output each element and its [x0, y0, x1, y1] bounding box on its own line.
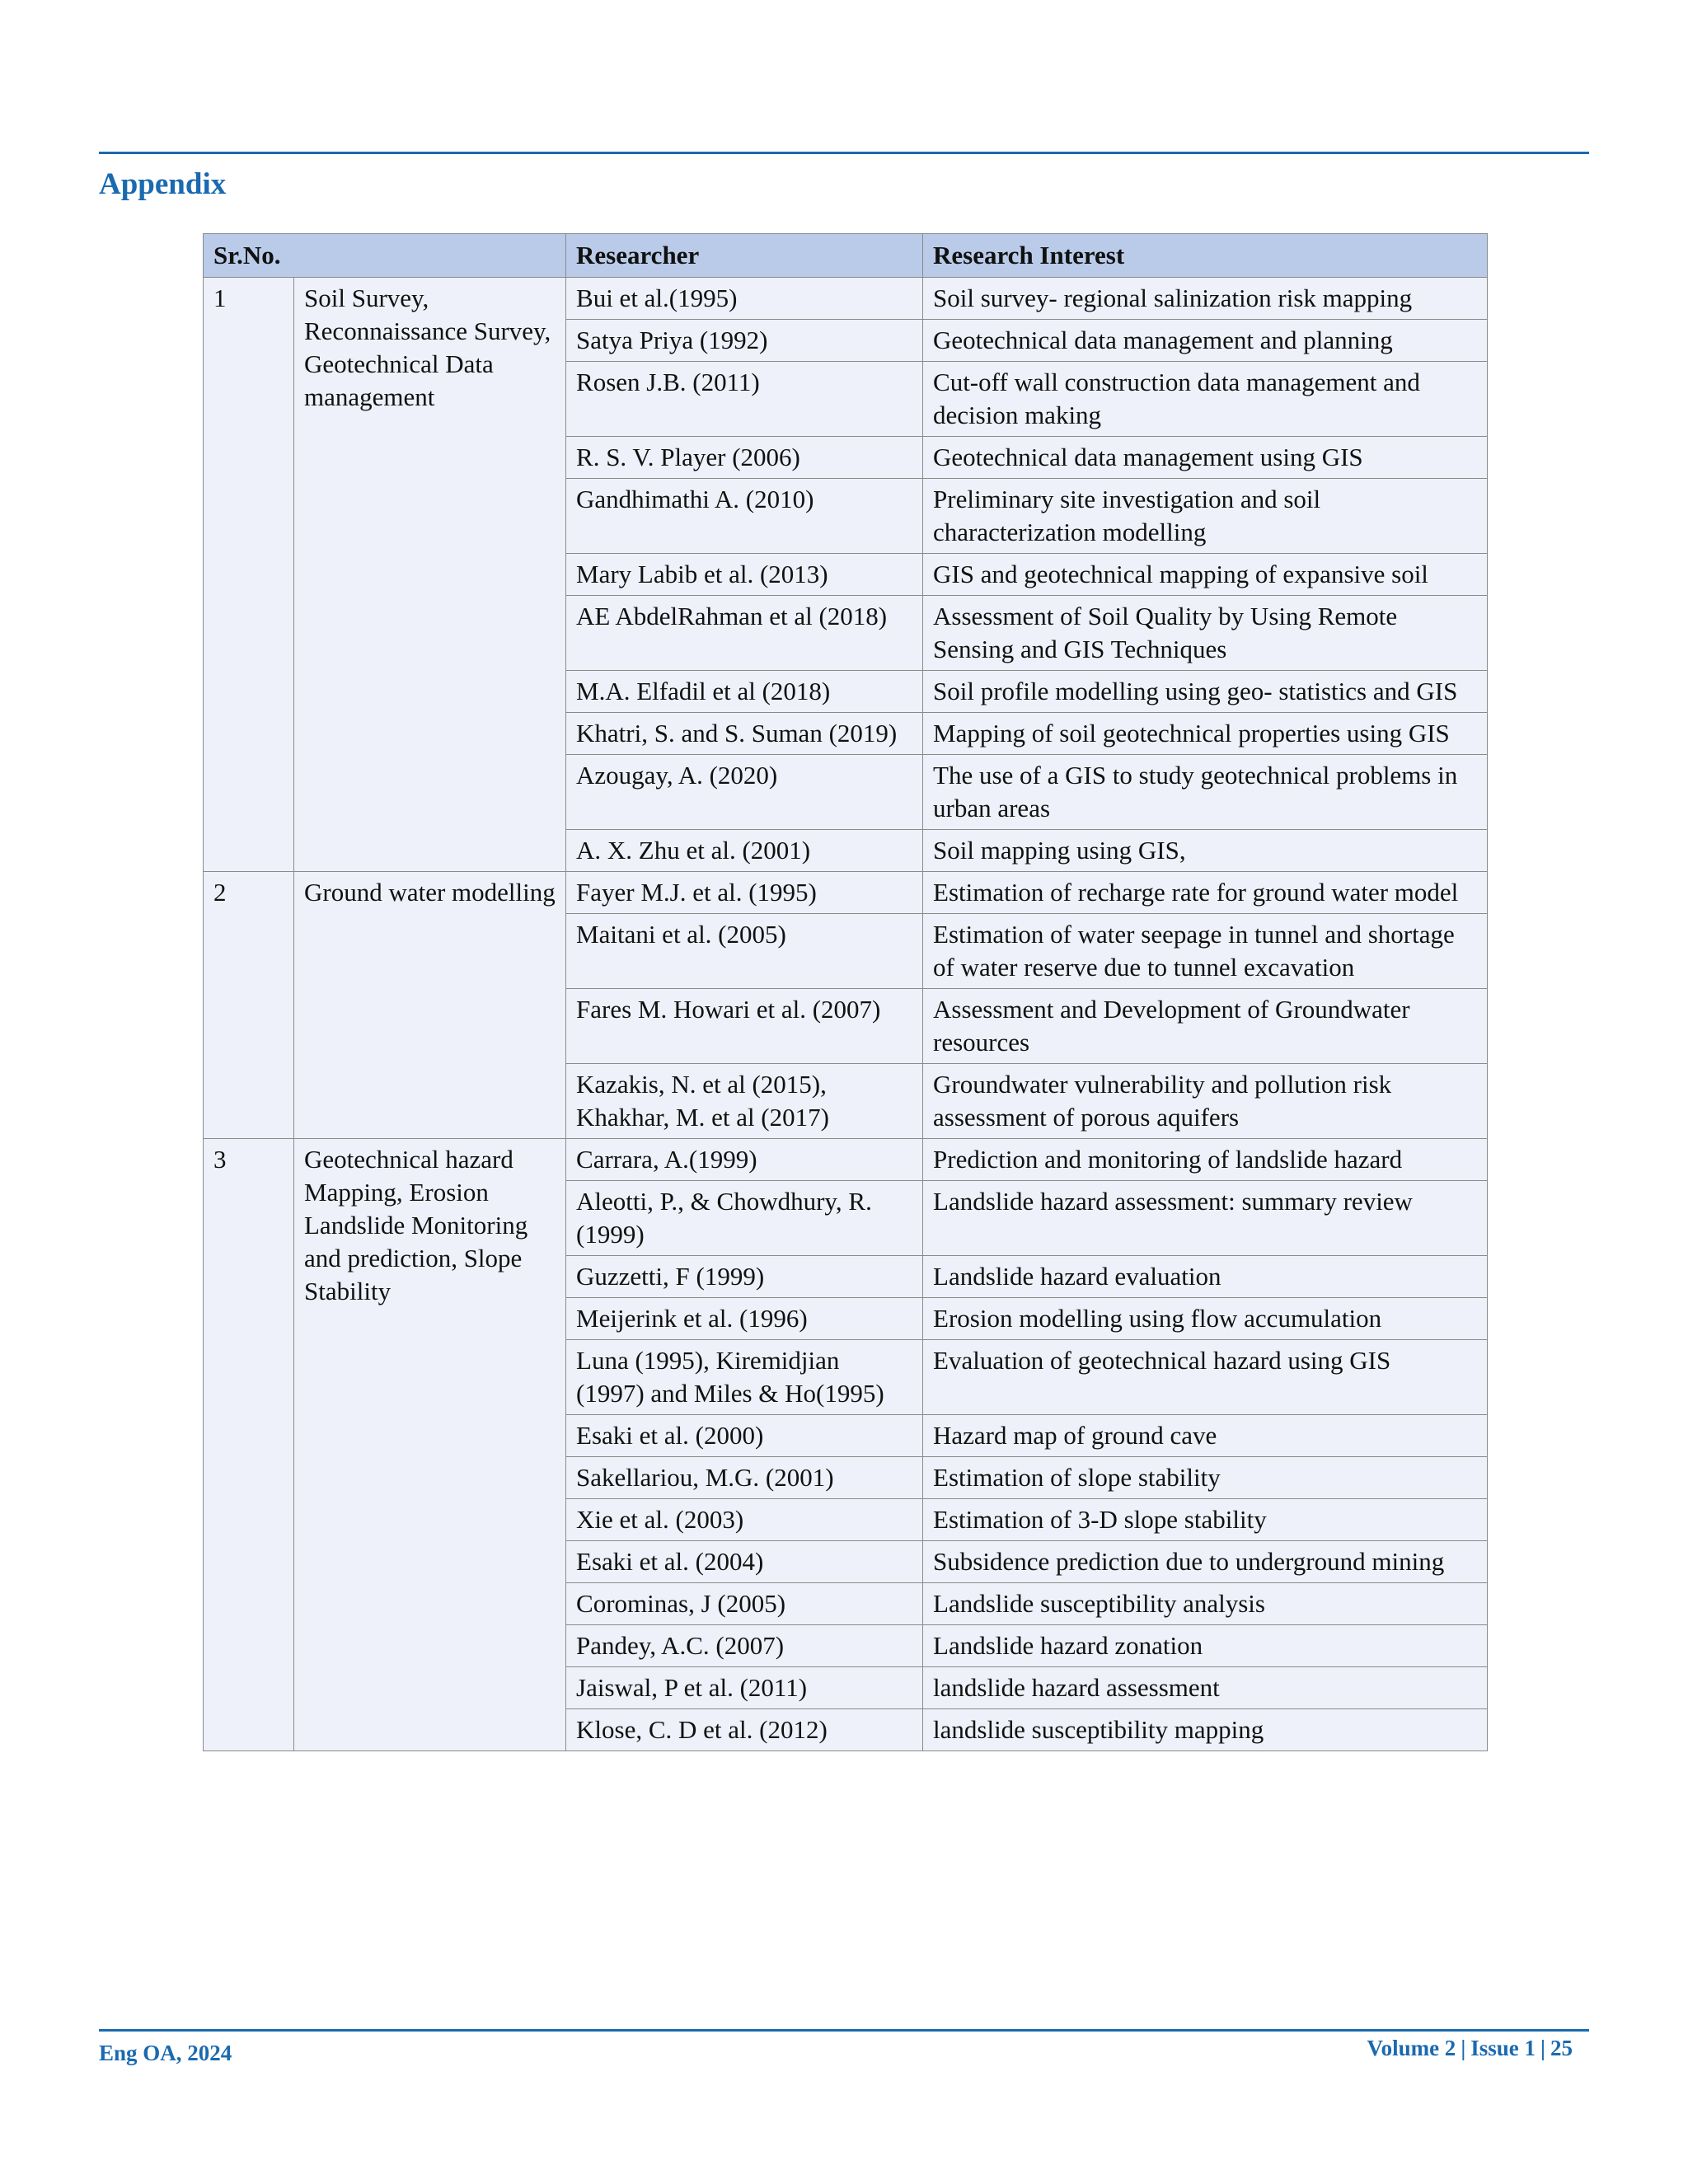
research-interest-cell: Soil profile modelling using geo- statistics and GIS — [923, 671, 1488, 713]
header-rule — [99, 152, 1589, 154]
table-row — [204, 872, 1488, 914]
researcher-cell: Esaki et al. (2000) — [566, 1415, 923, 1457]
footer-separator: | — [1540, 2036, 1545, 2060]
researcher-cell: Bui et al.(1995) — [566, 278, 923, 320]
researcher-cell: Esaki et al. (2004) — [566, 1541, 923, 1583]
topic-cell: Soil Survey, Reconnaissance Survey, Geotechnical Data management — [294, 278, 566, 872]
research-interest-cell: Evaluation of geotechnical hazard using GIS — [923, 1340, 1488, 1415]
research-interest-cell: GIS and geotechnical mapping of expansive soil — [923, 554, 1488, 596]
researcher-cell: Meijerink et al. (1996) — [566, 1298, 923, 1340]
researcher-cell: Fayer M.J. et al. (1995) — [566, 872, 923, 914]
researcher-cell: Khatri, S. and S. Suman (2019) — [566, 713, 923, 755]
research-interest-cell: Cut-off wall construction data management and decision making — [923, 362, 1488, 437]
serial-number-cell: 3 — [204, 1139, 294, 1751]
header-researcher: Researcher — [566, 234, 923, 278]
research-interest-cell: Landslide susceptibility analysis — [923, 1583, 1488, 1625]
research-interest-cell: Geotechnical data management and planning — [923, 320, 1488, 362]
researcher-cell: M.A. Elfadil et al (2018) — [566, 671, 923, 713]
table-row — [204, 278, 1488, 320]
researcher-cell: Guzzetti, F (1999) — [566, 1256, 923, 1298]
research-interest-cell: Erosion modelling using flow accumulation — [923, 1298, 1488, 1340]
topic-cell: Geotechnical hazard Mapping, Erosion Landslide Monitoring and prediction, Slope Stability — [294, 1139, 566, 1751]
header-srno: Sr.No. — [204, 234, 566, 278]
serial-number-cell: 2 — [204, 872, 294, 1139]
researcher-cell: A. X. Zhu et al. (2001) — [566, 830, 923, 872]
footer-rule — [99, 2029, 1589, 2032]
serial-number-cell: 1 — [204, 278, 294, 872]
researcher-cell: Rosen J.B. (2011) — [566, 362, 923, 437]
research-interest-cell: Estimation of 3-D slope stability — [923, 1499, 1488, 1541]
research-interest-cell: Preliminary site investigation and soil characterization modelling — [923, 479, 1488, 554]
research-interest-cell: Mapping of soil geotechnical properties using GIS — [923, 713, 1488, 755]
footer-separator: | — [1461, 2036, 1466, 2060]
research-interest-cell: landslide susceptibility mapping — [923, 1709, 1488, 1751]
table-body — [204, 278, 1488, 1751]
table-header-row — [204, 234, 1488, 278]
research-interest-cell: Assessment of Soil Quality by Using Remote Sensing and GIS Techniques — [923, 596, 1488, 671]
research-interest-cell: Geotechnical data management using GIS — [923, 437, 1488, 479]
footer-journal: Eng OA, 2024 — [99, 2041, 232, 2065]
researcher-cell: Fares M. Howari et al. (2007) — [566, 989, 923, 1064]
researcher-cell: Maitani et al. (2005) — [566, 914, 923, 989]
research-interest-cell: Estimation of water seepage in tunnel and shortage of water reserve due to tunnel excavation — [923, 914, 1488, 989]
research-interest-cell: Subsidence prediction due to underground mining — [923, 1541, 1488, 1583]
researcher-cell: Mary Labib et al. (2013) — [566, 554, 923, 596]
research-interest-cell: Landslide hazard evaluation — [923, 1256, 1488, 1298]
researcher-cell: Gandhimathi A. (2010) — [566, 479, 923, 554]
footer-issue: Issue 1 — [1470, 2036, 1536, 2060]
researcher-cell: Corominas, J (2005) — [566, 1583, 923, 1625]
research-interest-cell: landslide hazard assessment — [923, 1667, 1488, 1709]
researcher-cell: Azougay, A. (2020) — [566, 755, 923, 830]
footer-volume-issue-page — [1367, 2036, 1573, 2061]
research-interest-cell: Soil survey- regional salinization risk mapping — [923, 278, 1488, 320]
table-row — [204, 1139, 1488, 1181]
researcher-cell: Klose, C. D et al. (2012) — [566, 1709, 923, 1751]
footer-volume: Volume 2 — [1367, 2036, 1456, 2060]
researcher-cell: Pandey, A.C. (2007) — [566, 1625, 923, 1667]
researcher-cell: R. S. V. Player (2006) — [566, 437, 923, 479]
researcher-cell: Sakellariou, M.G. (2001) — [566, 1457, 923, 1499]
research-interest-cell: The use of a GIS to study geotechnical problems in urban areas — [923, 755, 1488, 830]
researcher-cell: AE AbdelRahman et al (2018) — [566, 596, 923, 671]
researcher-cell: Jaiswal, P et al. (2011) — [566, 1667, 923, 1709]
research-interest-cell: Hazard map of ground cave — [923, 1415, 1488, 1457]
researcher-cell: Luna (1995), Kiremidjian (1997) and Miles & Ho(1995) — [566, 1340, 923, 1415]
researcher-cell: Satya Priya (1992) — [566, 320, 923, 362]
researcher-cell: Kazakis, N. et al (2015), Khakhar, M. et al (2017) — [566, 1064, 923, 1139]
researcher-cell: Carrara, A.(1999) — [566, 1139, 923, 1181]
header-research-interest: Research Interest — [923, 234, 1488, 278]
research-interest-cell: Landslide hazard zonation — [923, 1625, 1488, 1667]
research-interest-cell: Assessment and Development of Groundwater resources — [923, 989, 1488, 1064]
research-interest-cell: Estimation of slope stability — [923, 1457, 1488, 1499]
research-interest-cell: Landslide hazard assessment: summary review — [923, 1181, 1488, 1256]
footer-page-number: 25 — [1550, 2036, 1573, 2060]
researcher-cell: Aleotti, P., & Chowdhury, R. (1999) — [566, 1181, 923, 1256]
research-interest-cell: Groundwater vulnerability and pollution risk assessment of porous aquifers — [923, 1064, 1488, 1139]
appendix-table — [203, 233, 1488, 1751]
researcher-cell: Xie et al. (2003) — [566, 1499, 923, 1541]
research-interest-cell: Prediction and monitoring of landslide hazard — [923, 1139, 1488, 1181]
page-title: Appendix — [99, 167, 227, 201]
research-interest-cell: Soil mapping using GIS, — [923, 830, 1488, 872]
topic-cell: Ground water modelling — [294, 872, 566, 1139]
research-interest-cell: Estimation of recharge rate for ground water model — [923, 872, 1488, 914]
